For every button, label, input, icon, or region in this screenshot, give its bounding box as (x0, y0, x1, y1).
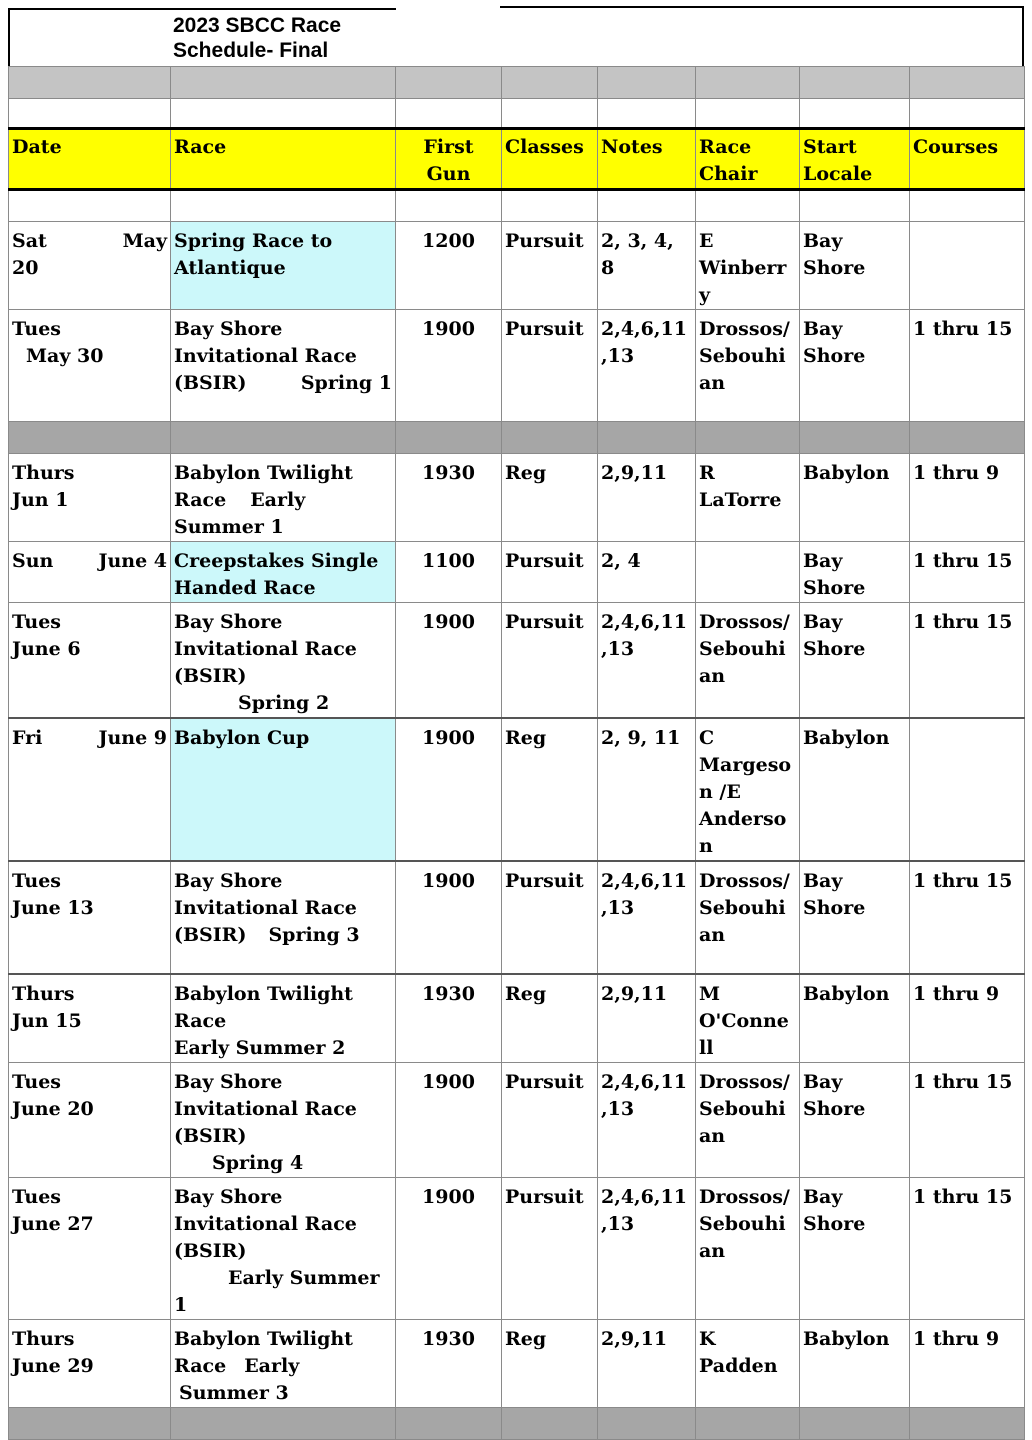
header-start-locale: Start Locale (800, 129, 910, 190)
chair-line: Margeson /E (699, 754, 792, 803)
notes-cell: 2,4,6,11,13 (598, 310, 696, 422)
date-month: May 30 (26, 345, 104, 367)
courses-cell: 1 thru 15 (910, 310, 1025, 422)
table-row (9, 603, 1025, 719)
race-line: Summer 1 (174, 516, 284, 538)
date-cell (9, 542, 171, 603)
start-locale-cell: Babylon (800, 1320, 910, 1408)
race-chair-cell (696, 1320, 800, 1408)
date-month: June 9 (98, 727, 167, 749)
notes-cell: 2, 4 (598, 542, 696, 603)
classes-cell: Reg (502, 454, 598, 542)
notes-cell: 2,9,11 (598, 1320, 696, 1408)
first-gun-cell: 1900 (396, 1178, 502, 1320)
band-row (9, 422, 1025, 454)
race-cell (171, 861, 396, 974)
race-chair-cell: E Winberry (696, 222, 800, 310)
race-chair-cell (696, 454, 800, 542)
first-gun-cell: 1930 (396, 974, 502, 1063)
race-cell (171, 454, 396, 542)
race-cell (171, 310, 396, 422)
date-cell (9, 1063, 171, 1178)
table-row (9, 1320, 1025, 1408)
race-chair-cell (696, 542, 800, 603)
schedule-table (8, 66, 1025, 1440)
date-day: Tues (12, 318, 61, 340)
header-classes: Classes (502, 129, 598, 190)
header-courses: Courses (910, 129, 1025, 190)
header-first-gun: First Gun (396, 129, 502, 190)
race-line: Summer 3 (179, 1382, 289, 1404)
race-line: Spring 4 (212, 1152, 304, 1174)
race-line: (BSIR) (174, 924, 247, 946)
race-chair-cell: Drossos/Sebouhian (696, 1063, 800, 1178)
courses-cell: 1 thru 15 (910, 1178, 1025, 1320)
start-locale-cell: Babylon (800, 974, 910, 1063)
date-day: Tues (12, 1071, 61, 1093)
classes-cell: Pursuit (502, 222, 598, 310)
header-date: Date (9, 129, 171, 190)
race-cell (171, 603, 396, 719)
first-gun-cell: 1900 (396, 603, 502, 719)
date-cell (9, 310, 171, 422)
date-day: Tues (12, 611, 61, 633)
table-row (9, 310, 1025, 422)
header-notes: Notes (598, 129, 696, 190)
chair-line: C (699, 727, 715, 749)
chair-line: O'Connell (699, 1010, 789, 1059)
race-line: Bay Shore (174, 611, 283, 633)
race-line: (BSIR) (174, 372, 247, 394)
first-gun-cell: 1930 (396, 454, 502, 542)
band-row-top (9, 67, 1025, 99)
first-gun-cell: 1200 (396, 222, 502, 310)
classes-cell: Reg (502, 718, 598, 861)
race-line: Atlantique (174, 257, 286, 279)
blank-row (9, 99, 1025, 129)
header-row (9, 129, 1025, 190)
table-row (9, 861, 1025, 974)
race-line: Spring Race to (174, 230, 333, 252)
date-month: June 13 (12, 897, 94, 919)
race-line: (BSIR) (174, 1240, 247, 1262)
start-locale-cell: Babylon (800, 454, 910, 542)
race-line: Early (250, 489, 306, 511)
date-day: Thurs (12, 462, 75, 484)
date-cell (9, 1320, 171, 1408)
table-row (9, 1178, 1025, 1320)
race-chair-cell: Drossos/Sebouhian (696, 603, 800, 719)
race-line: Race (174, 489, 227, 511)
notes-cell: 2,9,11 (598, 974, 696, 1063)
notes-cell: 2,4,6,11,13 (598, 1178, 696, 1320)
courses-cell: 1 thru 15 (910, 542, 1025, 603)
table-row (9, 974, 1025, 1063)
notes-cell: 2, 9, 11 (598, 718, 696, 861)
date-number: 20 (12, 257, 39, 279)
race-cell (171, 974, 396, 1063)
race-line: Bay Shore (174, 1186, 283, 1208)
date-day: Tues (12, 1186, 61, 1208)
classes-cell: Reg (502, 1320, 598, 1408)
table-row (9, 1063, 1025, 1178)
classes-cell: Pursuit (502, 1178, 598, 1320)
race-line: Handed Race (174, 577, 316, 599)
courses-cell: 1 thru 9 (910, 1320, 1025, 1408)
date-cell (9, 974, 171, 1063)
race-cell (171, 1178, 396, 1320)
start-locale-cell: Bay Shore (800, 1178, 910, 1320)
header-race-chair: Race Chair (696, 129, 800, 190)
date-day: Sat (12, 230, 47, 252)
race-chair-cell: Drossos/Sebouhian (696, 310, 800, 422)
courses-cell: 1 thru 9 (910, 974, 1025, 1063)
classes-cell: Reg (502, 974, 598, 1063)
date-month: Jun 15 (12, 1010, 82, 1032)
race-line: Spring 3 (268, 924, 360, 946)
notes-cell: 2,9,11 (598, 454, 696, 542)
race-line: 1 (174, 1294, 188, 1316)
race-line: Early (244, 1355, 300, 1377)
race-chair-cell (696, 974, 800, 1063)
chair-line: Padden (699, 1355, 778, 1377)
race-chair-cell: Drossos/Sebouhian (696, 1178, 800, 1320)
race-line: Race (174, 1355, 227, 1377)
race-cell (171, 542, 396, 603)
date-cell (9, 861, 171, 974)
start-locale-cell: Babylon (800, 718, 910, 861)
notes-cell: 2, 3, 4, 8 (598, 222, 696, 310)
first-gun-cell: 1930 (396, 1320, 502, 1408)
start-locale-cell: Bay Shore (800, 603, 910, 719)
race-chair-cell (696, 718, 800, 861)
courses-cell (910, 222, 1025, 310)
race-cell (171, 222, 396, 310)
race-line: Babylon Cup (174, 727, 310, 749)
date-cell (9, 1178, 171, 1320)
race-line: Babylon Twilight (174, 462, 353, 484)
date-day: Fri (12, 727, 43, 749)
date-cell (9, 222, 171, 310)
race-line: Invitational Race (174, 638, 357, 660)
date-day: Thurs (12, 983, 75, 1005)
first-gun-cell: 1900 (396, 861, 502, 974)
race-chair-cell: Drossos/Sebouhian (696, 861, 800, 974)
courses-cell (910, 718, 1025, 861)
race-line: (BSIR) (174, 1125, 247, 1147)
table-row (9, 222, 1025, 310)
date-cell (9, 718, 171, 861)
date-month: June 20 (12, 1098, 94, 1120)
date-month: June 27 (12, 1213, 94, 1235)
title-line-2: Schedule- Final (173, 39, 329, 62)
race-line: Bay Shore (174, 318, 283, 340)
courses-cell: 1 thru 9 (910, 454, 1025, 542)
header-race: Race (171, 129, 396, 190)
date-day: Sun (12, 550, 54, 572)
race-line: Invitational Race (174, 1098, 357, 1120)
first-gun-cell: 1900 (396, 718, 502, 861)
date-cell (9, 454, 171, 542)
table-row (9, 718, 1025, 861)
date-day: Thurs (12, 1328, 75, 1350)
notes-cell: 2,4,6,11,13 (598, 861, 696, 974)
title-frame-right (500, 6, 1024, 66)
start-locale-cell: Bay Shore (800, 1063, 910, 1178)
table-row (9, 454, 1025, 542)
race-line: Early Summer (228, 1267, 380, 1289)
first-gun-cell: 1100 (396, 542, 502, 603)
race-cell (171, 718, 396, 861)
race-line: Race (174, 1010, 227, 1032)
date-month: June 29 (12, 1355, 94, 1377)
start-locale-cell: Bay Shore (800, 542, 910, 603)
date-day: Tues (12, 870, 61, 892)
page-title (173, 13, 403, 63)
chair-line: M (699, 983, 721, 1005)
chair-line: LaTorre (699, 489, 782, 511)
start-locale-cell: Bay Shore (800, 222, 910, 310)
classes-cell: Pursuit (502, 603, 598, 719)
date-month: June 4 (98, 550, 167, 572)
race-line: Early Summer 2 (174, 1037, 346, 1059)
chair-line: K (699, 1328, 716, 1350)
start-locale-cell: Bay Shore (800, 861, 910, 974)
first-gun-cell: 1900 (396, 310, 502, 422)
notes-cell: 2,4,6,11,13 (598, 1063, 696, 1178)
chair-line: R (699, 462, 715, 484)
classes-cell: Pursuit (502, 861, 598, 974)
table-row (9, 542, 1025, 603)
title-line-1: 2023 SBCC Race (173, 14, 342, 37)
first-gun-cell: 1900 (396, 1063, 502, 1178)
race-line: Babylon Twilight (174, 983, 353, 1005)
race-line: Creepstakes Single (174, 550, 379, 572)
race-line: Invitational Race (174, 897, 357, 919)
date-cell (9, 603, 171, 719)
date-month: Jun 1 (12, 489, 69, 511)
race-line: Spring 2 (238, 692, 330, 714)
start-locale-cell: Bay Shore (800, 310, 910, 422)
blank-row (9, 190, 1025, 222)
courses-cell: 1 thru 15 (910, 861, 1025, 974)
courses-cell: 1 thru 15 (910, 1063, 1025, 1178)
classes-cell: Pursuit (502, 1063, 598, 1178)
date-month: May (122, 230, 167, 252)
classes-cell: Pursuit (502, 542, 598, 603)
race-line: Babylon Twilight (174, 1328, 353, 1350)
date-month: June 6 (12, 638, 81, 660)
race-line: Invitational Race (174, 345, 357, 367)
race-cell (171, 1320, 396, 1408)
race-line: Spring 1 (300, 372, 392, 394)
race-line: Bay Shore (174, 1071, 283, 1093)
race-line: Bay Shore (174, 870, 283, 892)
race-line: Invitational Race (174, 1213, 357, 1235)
courses-cell: 1 thru 15 (910, 603, 1025, 719)
notes-cell: 2,4,6,11,13 (598, 603, 696, 719)
classes-cell: Pursuit (502, 310, 598, 422)
race-line: (BSIR) (174, 665, 247, 687)
chair-line: Anderson (699, 808, 787, 857)
race-cell (171, 1063, 396, 1178)
